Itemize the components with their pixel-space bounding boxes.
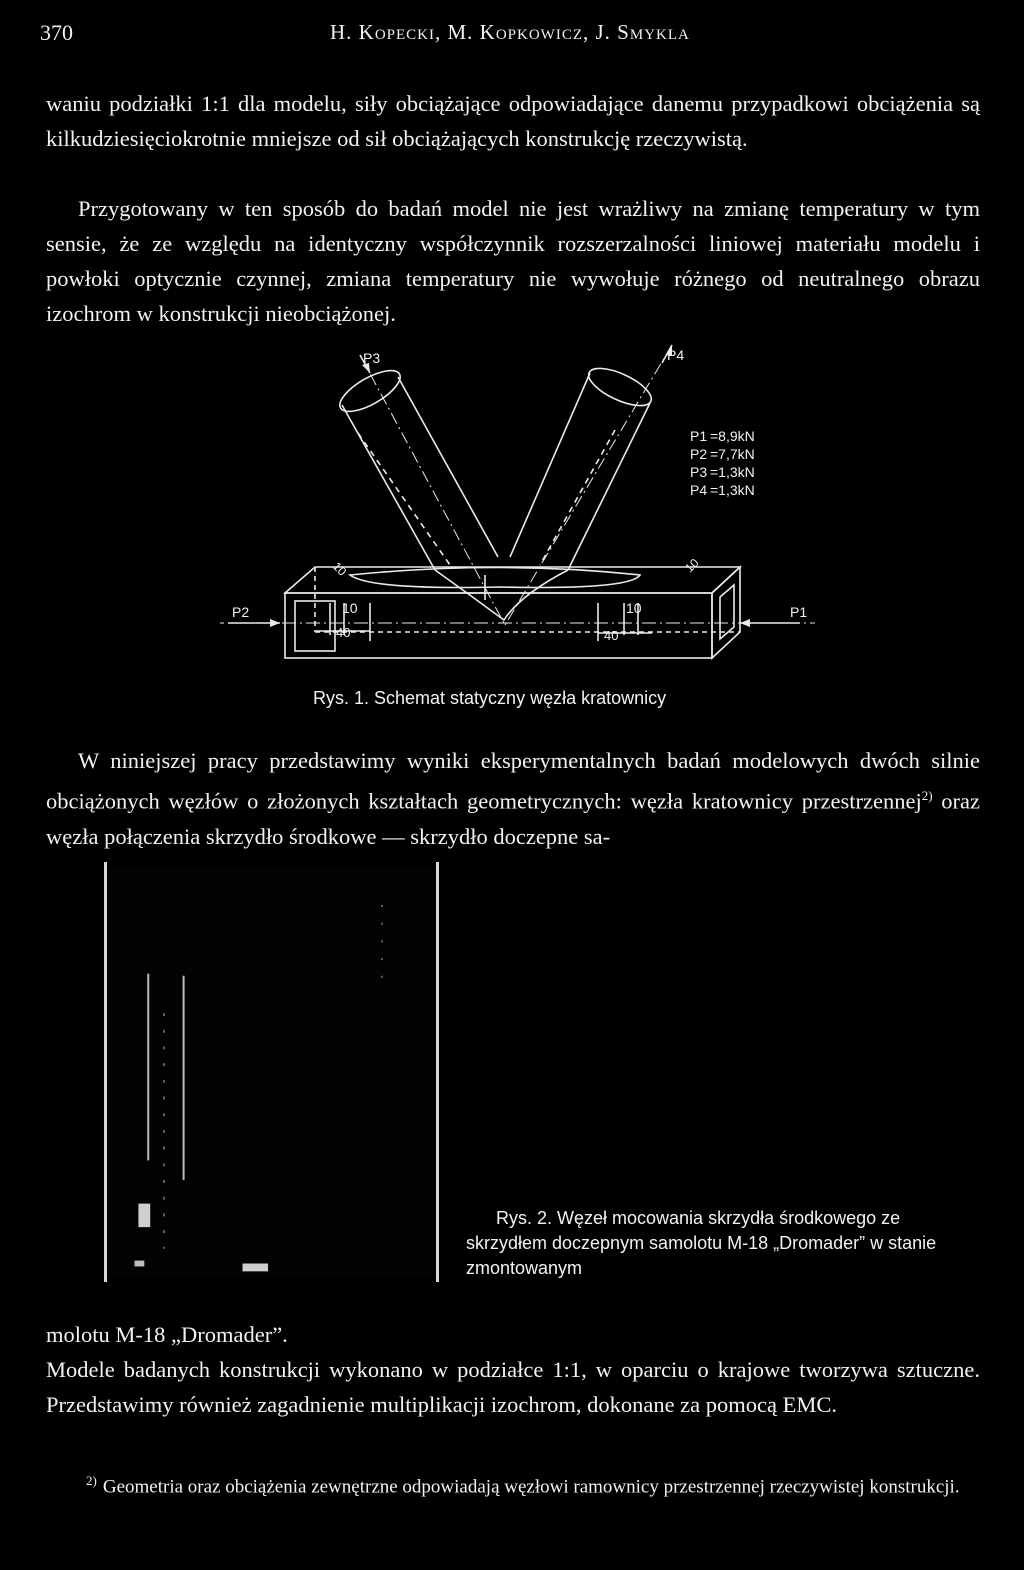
load-label-p2: P2 bbox=[690, 446, 708, 462]
dim-label-10-top-left: 10 bbox=[329, 559, 350, 579]
right-tube-end bbox=[584, 361, 657, 413]
load-label-p1: P1 bbox=[690, 428, 708, 444]
left-tube-outer-edge bbox=[342, 405, 435, 570]
chord-box-side bbox=[712, 567, 740, 658]
paragraph-4-line-1: molotu M-18 „Dromader”. bbox=[46, 1322, 288, 1347]
arrowheads bbox=[270, 345, 750, 627]
running-head: H. Kopecki, M. Kopkowicz, J. Smykla bbox=[330, 20, 690, 44]
force-label-p3: P3 bbox=[363, 350, 381, 366]
weld-pad bbox=[350, 568, 640, 588]
load-value-p3: =1,3kN bbox=[710, 464, 755, 480]
chord-box-right-opening bbox=[720, 585, 734, 639]
tubes-joint bbox=[435, 570, 568, 620]
force-p2-arrowhead bbox=[270, 619, 280, 627]
load-value-p1: =8,9kN bbox=[710, 428, 755, 444]
dim-label-10-right: 10 bbox=[626, 600, 642, 616]
dim-label-40-left: 40 bbox=[336, 625, 351, 640]
load-table bbox=[690, 428, 755, 498]
photo-dark-image bbox=[107, 862, 436, 1282]
paragraph-3-text-b: oraz węzła połączenia skrzydło środkowe — skrzydło doczepne sa- bbox=[46, 788, 980, 849]
chord-box-top bbox=[285, 567, 740, 593]
dim-label-40-right: 40 bbox=[604, 628, 619, 643]
figure-2-caption bbox=[466, 1206, 976, 1281]
left-tube-end bbox=[334, 363, 406, 420]
figure-2-photo bbox=[104, 862, 439, 1282]
load-label-p4: P4 bbox=[690, 482, 708, 498]
right-tube-inner-edge bbox=[510, 373, 590, 557]
footnote-mark: 2) bbox=[86, 1473, 97, 1488]
figure-1-truss-node-diagram bbox=[220, 335, 820, 690]
paragraph-2 bbox=[46, 191, 980, 331]
paragraph-4 bbox=[46, 1317, 980, 1422]
left-tube-hidden-line bbox=[358, 433, 450, 565]
force-label-p4: P4 bbox=[667, 347, 685, 363]
footnote-text: Geometria oraz obciążenia zewnętrzne odpowiadają węzłowi ramownicy przestrzennej rzeczywistej konstrukcji. bbox=[102, 1476, 960, 1498]
paragraph-2-text: Przygotowany w ten sposób do badań model nie jest wrażliwy na zmianę temperatury w tym sensie, że ze względu na identyczny współczynnik rozszerzalności liniowej materiału modelu i powłoki optycznie czynnej, zmiana temperatury nie wywołuje różnego od neutralnego obrazu izochrom w konstrukcji nieobciążonej. bbox=[46, 196, 980, 326]
force-p1-arrowhead bbox=[740, 619, 750, 627]
page-number: 370 bbox=[40, 20, 73, 45]
right-tube-outer-edge bbox=[568, 403, 650, 570]
dim-label-10-top-right: 10 bbox=[682, 555, 702, 576]
page-header bbox=[40, 20, 984, 50]
footnote bbox=[46, 1466, 980, 1501]
truss-node-drawing bbox=[220, 335, 820, 690]
load-value-p2: =7,7kN bbox=[710, 446, 755, 462]
paragraph-3-text-a: W niniejszej pracy przedstawimy wyniki eksperymentalnych badań modelowych dwóch silnie obciążonych węzłów o złożonych kształtach geometrycznych: węzła kratownicy przestrzennej bbox=[46, 748, 980, 814]
dim-label-10-left: 10 bbox=[342, 600, 358, 616]
force-label-p1: P1 bbox=[790, 604, 808, 620]
footnote-ref: 2) bbox=[921, 788, 933, 803]
photo-bright-fitting bbox=[138, 1204, 150, 1228]
right-axis-line bbox=[505, 345, 672, 625]
force-label-p2: P2 bbox=[232, 604, 250, 620]
paragraph-4-rest: Modele badanych konstrukcji wykonano w podziałce 1:1, w oparciu o krajowe tworzywa sztuczne. Przedstawimy również zagadnienie multiplikacji izochrom, dokonane za pomocą EMC. bbox=[46, 1357, 980, 1417]
photo-bright-bolt bbox=[243, 1264, 269, 1272]
figure-1-caption: Rys. 1. Schemat statyczny węzła kratownicy bbox=[313, 688, 667, 708]
load-value-p4: =1,3kN bbox=[710, 482, 755, 498]
photo-bright-spot bbox=[134, 1261, 144, 1267]
load-label-p3: P3 bbox=[690, 464, 708, 480]
figure-2-caption-text: Rys. 2. Węzeł mocowania skrzydła środkowego ze skrzydłem doczepnym samolotu M-18 „Dromader” w stanie zmontowanym bbox=[466, 1208, 937, 1278]
paragraph-3 bbox=[46, 743, 980, 854]
paragraph-1: waniu podziałki 1:1 dla modelu, siły obciążające odpowiadające danemu przypadkowi obciążenia są kilkudziesięciokrotnie mniejsze od sił obciążających konstrukcję rzeczywistą. bbox=[46, 91, 980, 151]
